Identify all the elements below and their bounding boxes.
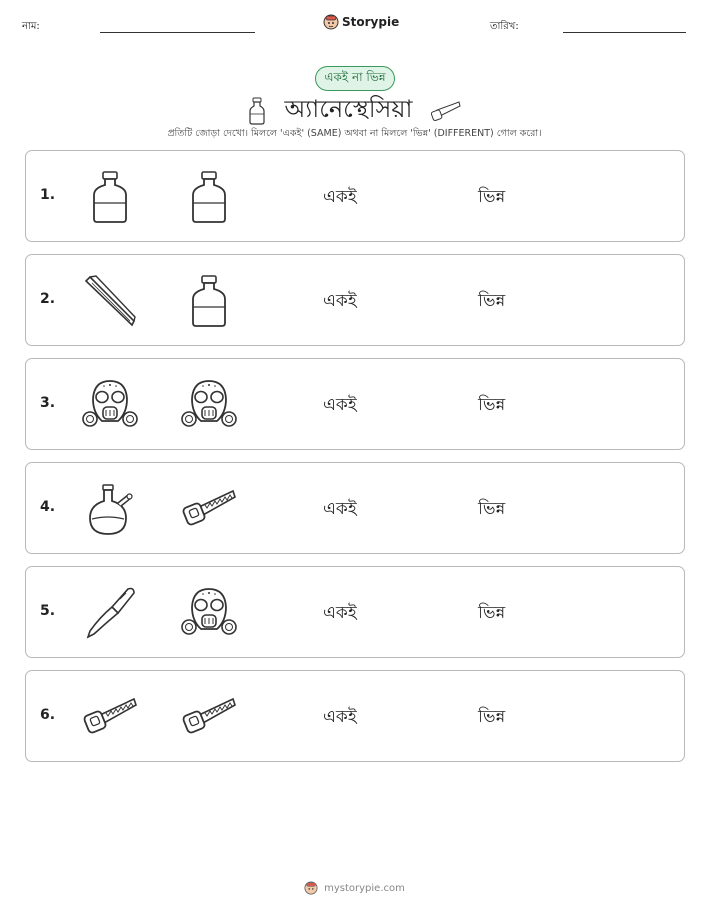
question-number: 3. — [40, 395, 56, 411]
question-number: 4. — [40, 499, 56, 515]
brand-name: Storypie — [342, 15, 400, 29]
name-line[interactable] — [100, 32, 255, 33]
gas-mask-icon — [180, 583, 238, 643]
same-option[interactable]: একই — [323, 707, 357, 727]
brand-logo — [323, 14, 399, 30]
instruction-text: প্রতিটি জোড়া দেখো। মিললে 'একই' (SAME) অথবা না মিললে 'ভিন্ন' (DIFFERENT) গোল করো। — [167, 128, 542, 139]
different-option[interactable]: ভিন্ন — [478, 395, 506, 415]
title-row — [0, 91, 709, 131]
footer — [0, 881, 709, 895]
question-card-1 — [25, 150, 685, 242]
question-number: 6. — [40, 707, 56, 723]
worksheet-type-badge: একই না ভিন্ন — [315, 66, 395, 91]
same-option[interactable]: একই — [323, 291, 357, 311]
bottle-icon-drawing — [82, 169, 138, 225]
saw-icon-drawing — [181, 689, 237, 745]
flask-icon — [81, 479, 139, 539]
saw-icon — [81, 687, 139, 747]
bottle-icon-drawing — [181, 273, 237, 329]
name-label: নাম: — [22, 21, 40, 32]
footer-url: mystorypie.com — [324, 882, 405, 894]
saw-icon — [180, 687, 238, 747]
scalpel-icon-drawing — [82, 585, 138, 641]
bottle-icon — [81, 167, 139, 227]
storypie-mascot-icon — [323, 14, 339, 30]
tweezers-icon-drawing — [82, 273, 138, 329]
saw-icon-drawing — [82, 689, 138, 745]
gas-mask-icon-drawing — [181, 377, 237, 433]
gas-mask-icon — [180, 375, 238, 435]
scalpel-icon — [81, 583, 139, 643]
question-card-6 — [25, 670, 685, 762]
same-option[interactable]: একই — [323, 499, 357, 519]
question-number: 5. — [40, 603, 56, 619]
flask-icon-drawing — [82, 481, 138, 537]
page-title: অ্যানেস্থেসিয়া — [284, 95, 413, 123]
gas-mask-icon — [81, 375, 139, 435]
question-card-3 — [25, 358, 685, 450]
question-card-5 — [25, 566, 685, 658]
saw-icon-drawing — [181, 481, 237, 537]
same-option[interactable]: একই — [323, 187, 357, 207]
saw-icon — [431, 100, 461, 122]
different-option[interactable]: ভিন্ন — [478, 291, 506, 311]
bottle-icon — [180, 271, 238, 331]
storypie-mascot-icon — [304, 881, 318, 895]
date-label: তারিখ: — [490, 21, 519, 32]
different-option[interactable]: ভিন্ন — [478, 187, 506, 207]
different-option[interactable]: ভিন্ন — [478, 707, 506, 727]
question-number: 1. — [40, 187, 56, 203]
gas-mask-icon-drawing — [82, 377, 138, 433]
question-card-2 — [25, 254, 685, 346]
date-line[interactable] — [563, 32, 686, 33]
different-option[interactable]: ভিন্ন — [478, 499, 506, 519]
saw-icon — [180, 479, 238, 539]
bottle-icon — [248, 97, 266, 125]
different-option[interactable]: ভিন্ন — [478, 603, 506, 623]
same-option[interactable]: একই — [323, 395, 357, 415]
gas-mask-icon-drawing — [181, 585, 237, 641]
question-number: 2. — [40, 291, 56, 307]
bottle-icon — [180, 167, 238, 227]
same-option[interactable]: একই — [323, 603, 357, 623]
tweezers-icon — [81, 271, 139, 331]
bottle-icon-drawing — [181, 169, 237, 225]
question-card-4 — [25, 462, 685, 554]
